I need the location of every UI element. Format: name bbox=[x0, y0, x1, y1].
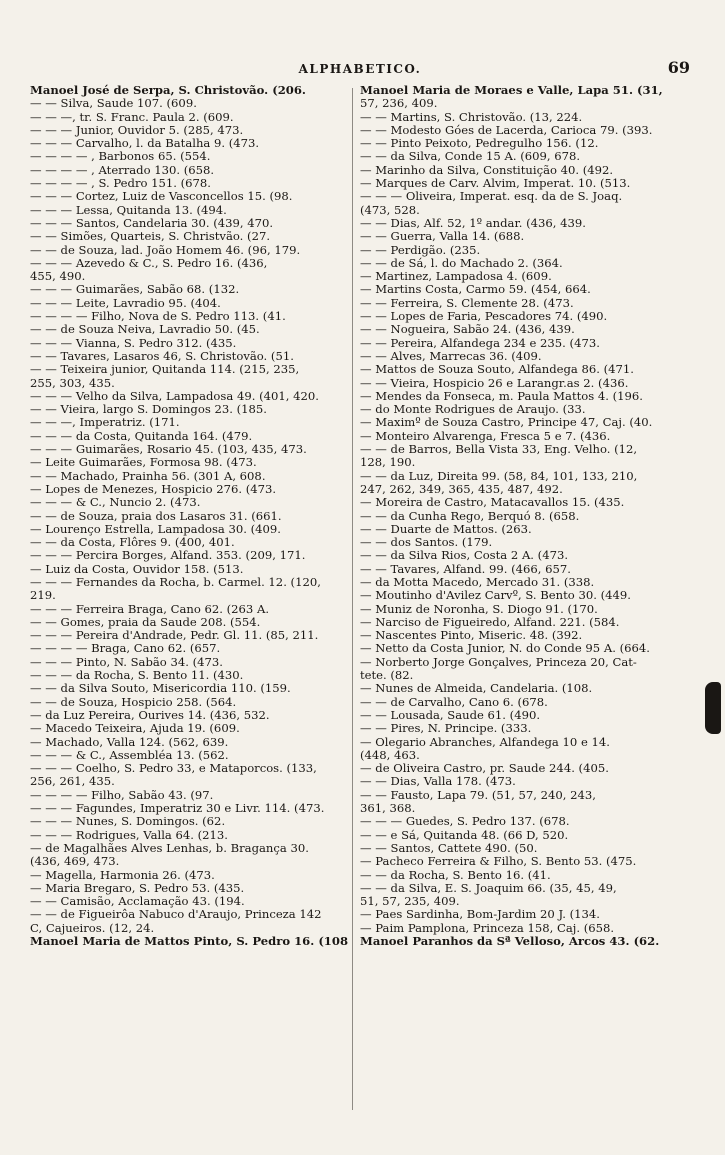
directory-entry: Manoel José de Serpa, S. Christovão. (206. bbox=[30, 84, 306, 97]
directory-entry: 255, 303, 435. bbox=[30, 376, 115, 390]
directory-entry: — — Perdigão. (235. bbox=[360, 243, 481, 257]
directory-entry: — Paim Pamplona, Princeza 158, Caj. (658. bbox=[360, 921, 615, 935]
directory-entry: — — Silva, Saude 107. (609. bbox=[30, 97, 197, 111]
directory-entry: — — — Vianna, S. Pedro 312. (435. bbox=[30, 336, 237, 350]
directory-entry: — — da Cunha Rego, Berquó 8. (658. bbox=[360, 509, 580, 523]
directory-entry: — — e Sá, Quitanda 48. (66 D, 520. bbox=[360, 828, 569, 842]
directory-entry: — — Vieira, Hospicio 26 e Larangr.as 2. (436. bbox=[360, 376, 629, 390]
directory-entry: — — — — , Aterrado 130. (658. bbox=[30, 163, 215, 177]
directory-entry: — — da Silva, E. S. Joaquim 66. (35, 45, 49, bbox=[360, 881, 617, 895]
directory-entry: — Monteiro Alvarenga, Fresca 5 e 7. (436. bbox=[360, 429, 611, 443]
right-column bbox=[360, 84, 695, 948]
directory-entry: — — Tavares, Lasaros 46, S. Christovão. (51. bbox=[30, 349, 294, 363]
directory-entry: — — — Guedes, S. Pedro 137. (678. bbox=[360, 815, 570, 829]
directory-entry: (436, 469, 473. bbox=[30, 855, 120, 869]
directory-entry: — — — Rodrigues, Valla 64. (213. bbox=[30, 828, 228, 842]
directory-entry: — — Ferreira, S. Clemente 28. (473. bbox=[360, 296, 574, 310]
directory-entry: tete. (82. bbox=[360, 669, 414, 683]
directory-entry: — Mattos de Souza Souto, Alfandega 86. (471. bbox=[360, 363, 634, 377]
directory-entry: — — Simões, Quarteis, S. Christvão. (27. bbox=[30, 230, 271, 244]
directory-entry: — — de Souza, Hospicio 258. (564. bbox=[30, 695, 237, 709]
directory-entry: — Leite Guimarães, Formosa 98. (473. bbox=[30, 456, 257, 470]
directory-entry: — Magella, Harmonia 26. (473. bbox=[30, 868, 215, 882]
directory-entry: — de Magalhães Alves Lenhas, b. Bragança 30. bbox=[30, 841, 309, 855]
directory-entry: — — — Percira Borges, Alfand. 353. (209, 171. bbox=[30, 549, 306, 563]
directory-entry: — — de Souza Neiva, Lavradio 50. (45. bbox=[30, 323, 260, 337]
directory-entry: — — — — Braga, Cano 62. (657. bbox=[30, 642, 221, 656]
directory-entry: — do Monte Rodrigues de Araujo. (33. bbox=[360, 403, 586, 417]
directory-entry: 128, 190. bbox=[360, 456, 416, 470]
directory-entry: — — — Leite, Lavradio 95. (404. bbox=[30, 296, 221, 310]
directory-entry: — Machado, Valla 124. (562, 639. bbox=[30, 735, 229, 749]
directory-entry: Manoel Paranhos da Sª Velloso, Arcos 43. (62. bbox=[360, 935, 660, 948]
directory-entry: — — — Nunes, S. Domingos. (62. bbox=[30, 815, 226, 829]
directory-entry: — — Santos, Cattete 490. (50. bbox=[360, 841, 538, 855]
directory-entry: 219. bbox=[30, 589, 56, 603]
directory-entry: — — Camisão, Acclamação 43. (194. bbox=[30, 895, 245, 909]
directory-entry: — — Pires, N. Principe. (333. bbox=[360, 722, 532, 736]
directory-entry: — — — Azevedo & C., S. Pedro 16. (436, bbox=[30, 256, 268, 270]
directory-entry: — — — da Rocha, S. Bento 11. (430. bbox=[30, 669, 244, 683]
directory-entry: — Olegario Abranches, Alfandega 10 e 14. bbox=[360, 735, 610, 749]
directory-entry: — Maximº de Souza Castro, Principe 47, Caj. (40. bbox=[360, 416, 653, 430]
directory-entry: — Nascentes Pinto, Miseric. 48. (392. bbox=[360, 629, 583, 643]
directory-entry: — — Pinto Peixoto, Pedregulho 156. (12. bbox=[360, 137, 599, 151]
directory-entry: — — da Silva, Conde 15 A. (609, 678. bbox=[360, 150, 581, 164]
directory-entry: — Luiz da Costa, Ouvidor 158. (513. bbox=[30, 562, 244, 576]
directory-entry: — — — — , Barbonos 65. (554. bbox=[30, 150, 211, 164]
directory-entry: — — — Pinto, N. Sabão 34. (473. bbox=[30, 655, 223, 669]
directory-entry: — — — Carvalho, l. da Batalha 9. (473. bbox=[30, 137, 260, 151]
directory-entry: — — Gomes, praia da Saude 208. (554. bbox=[30, 615, 261, 629]
directory-entry: — — — Guimarães, Sabão 68. (132. bbox=[30, 283, 240, 297]
page-header bbox=[30, 58, 690, 80]
directory-entry: — — — Lessa, Quitanda 13. (494. bbox=[30, 203, 227, 217]
left-column bbox=[30, 84, 356, 948]
directory-entry: — — Lopes de Faria, Pescadores 74. (490. bbox=[360, 310, 608, 324]
column-divider bbox=[352, 88, 353, 1110]
directory-entry: — Martinez, Lampadosa 4. (609. bbox=[360, 270, 552, 284]
directory-entry: (448, 463. bbox=[360, 748, 420, 762]
directory-entry: — — de Figueirôa Nabuco d'Araujo, Princeza 142 bbox=[30, 908, 322, 922]
directory-entry: — — — Coelho, S. Pedro 33, e Mataporcos. (133, bbox=[30, 762, 317, 776]
directory-entry: — — Fausto, Lapa 79. (51, 57, 240, 243, bbox=[360, 788, 596, 802]
directory-entry: — Netto da Costa Junior, N. do Conde 95 A. (664. bbox=[360, 642, 650, 656]
directory-entry: — — —, tr. S. Franc. Paula 2. (609. bbox=[30, 110, 234, 124]
directory-entry: — — — & C., Nuncio 2. (473. bbox=[30, 496, 201, 510]
directory-entry: — Narciso de Figueiredo, Alfand. 221. (584. bbox=[360, 615, 620, 629]
directory-entry: (473, 528. bbox=[360, 203, 420, 217]
directory-entry: — Moutinho d'Avilez Carvº, S. Bento 30. (449. bbox=[360, 589, 631, 603]
page-number: 69 bbox=[667, 58, 690, 77]
directory-entry: — — — — Filho, Sabão 43. (97. bbox=[30, 788, 214, 802]
directory-entry: — — —, Imperatriz. (171. bbox=[30, 416, 180, 430]
directory-entry: — — da Luz, Direita 99. (58, 84, 101, 133, 210, bbox=[360, 469, 638, 483]
directory-entry: — — Dias, Valla 178. (473. bbox=[360, 775, 516, 789]
directory-entry: — — da Silva Rios, Costa 2 A. (473. bbox=[360, 549, 569, 563]
directory-entry: — Moreira de Castro, Matacavallos 15. (435. bbox=[360, 496, 625, 510]
directory-entry: 256, 261, 435. bbox=[30, 775, 115, 789]
directory-entry: — — Vieira, largo S. Domingos 23. (185. bbox=[30, 403, 267, 417]
directory-entry: — — — Cortez, Luiz de Vasconcellos 15. (98. bbox=[30, 190, 293, 204]
directory-entry: — — — Oliveira, Imperat. esq. da de S. Joaq. bbox=[360, 190, 623, 204]
directory-entry: — — Nogueira, Sabão 24. (436, 439. bbox=[360, 323, 575, 337]
directory-entry: 455, 490. bbox=[30, 270, 86, 284]
directory-entry: — Martins Costa, Carmo 59. (454, 664. bbox=[360, 283, 591, 297]
directory-entry: — Nunes de Almeida, Candelaria. (108. bbox=[360, 682, 593, 696]
directory-entry: — Norberto Jorge Gonçalves, Princeza 20, Cat- bbox=[360, 655, 637, 669]
directory-entry: — — de Barros, Bella Vista 33, Eng. Velho. (12, bbox=[360, 443, 638, 457]
directory-entry: — — da Rocha, S. Bento 16. (41. bbox=[360, 868, 551, 882]
directory-entry: — — — Santos, Candelaria 30. (439, 470. bbox=[30, 216, 274, 230]
directory-entry: — — — da Costa, Quitanda 164. (479. bbox=[30, 429, 253, 443]
directory-entry: — — Machado, Prainha 56. (301 A, 608. bbox=[30, 469, 266, 483]
directory-entry: — Lourenço Estrella, Lampadosa 30. (409. bbox=[30, 522, 281, 536]
directory-entry: 57, 236, 409. bbox=[360, 97, 438, 111]
directory-entry: — — — Ferreira Braga, Cano 62. (263 A. bbox=[30, 602, 270, 616]
directory-entry: — — Tavares, Alfand. 99. (466, 657. bbox=[360, 562, 571, 576]
directory-entry: — Marques de Carv. Alvim, Imperat. 10. (513. bbox=[360, 177, 631, 191]
directory-entry: — — — Junior, Ouvidor 5. (285, 473. bbox=[30, 123, 244, 137]
directory-entry: — — Alves, Marrecas 36. (409. bbox=[360, 349, 542, 363]
directory-entry: — — — — Filho, Nova de S. Pedro 113. (41. bbox=[30, 310, 286, 324]
directory-entry: — — dos Santos. (179. bbox=[360, 536, 493, 550]
directory-entry: — — — Fagundes, Imperatriz 30 e Livr. 114. (473. bbox=[30, 802, 325, 816]
directory-entry: — — Pereira, Alfandega 234 e 235. (473. bbox=[360, 336, 600, 350]
directory-entry: — — — Fernandes da Rocha, b. Carmel. 12. (120, bbox=[30, 575, 321, 589]
directory-entry: — — Martins, S. Christovão. (13, 224. bbox=[360, 110, 583, 124]
directory-entry: — — — Guimarães, Rosario 45. (103, 435, 473. bbox=[30, 443, 307, 457]
directory-entry: — Mendes da Fonseca, m. Paula Mattos 4. (196. bbox=[360, 389, 643, 403]
directory-entry: — — de Souza, lad. João Homem 46. (96, 179. bbox=[30, 243, 301, 257]
directory-entry: — — Modesto Góes de Lacerda, Carioca 79. (393. bbox=[360, 123, 653, 137]
running-head: ALPHABETICO. bbox=[298, 62, 422, 76]
directory-entry: — da Motta Macedo, Mercado 31. (338. bbox=[360, 575, 595, 589]
directory-entry: — — de Carvalho, Cano 6. (678. bbox=[360, 695, 548, 709]
directory-entry: Manoel Maria de Moraes e Valle, Lapa 51. (31, bbox=[360, 84, 663, 97]
directory-entry: — — — — , S. Pedro 151. (678. bbox=[30, 177, 211, 191]
directory-entry: — — de Sá, l. do Machado 2. (364. bbox=[360, 256, 563, 270]
directory-entry: — Muniz de Noronha, S. Diogo 91. (170. bbox=[360, 602, 598, 616]
directory-entry: — — da Costa, Flôres 9. (400, 401. bbox=[30, 536, 235, 550]
directory-entry: — — — Velho da Silva, Lampadosa 49. (401, 420. bbox=[30, 389, 319, 403]
directory-entry: — Macedo Teixeira, Ajuda 19. (609. bbox=[30, 722, 240, 736]
directory-entry: — Pacheco Ferreira & Filho, S. Bento 53. (475. bbox=[360, 855, 637, 869]
directory-entry: — Marinho da Silva, Constituição 40. (492. bbox=[360, 163, 614, 177]
directory-entry: — — de Souza, praia dos Lasaros 31. (661. bbox=[30, 509, 282, 523]
directory-entry: — — Dias, Alf. 52, 1º andar. (436, 439. bbox=[360, 216, 586, 230]
directory-entry: — — da Silva Souto, Misericordia 110. (159. bbox=[30, 682, 291, 696]
directory-entry: — Lopes de Menezes, Hospicio 276. (473. bbox=[30, 482, 277, 496]
directory-entry: — — Lousada, Saude 61. (490. bbox=[360, 708, 541, 722]
directory-entry: — — — & C., Assembléa 13. (562. bbox=[30, 748, 229, 762]
directory-entry: C, Cajueiros. (12, 24. bbox=[30, 921, 155, 935]
directory-entry: 247, 262, 349, 365, 435, 487, 492. bbox=[360, 482, 563, 496]
directory-entry: 361, 368. bbox=[360, 802, 416, 816]
directory-entry: — — — Pereira d'Andrade, Pedr. Gl. 11. (85, 211. bbox=[30, 629, 319, 643]
directory-entry: — — Teixeira junior, Quitanda 114. (215, 235, bbox=[30, 363, 300, 377]
directory-entry: — de Oliveira Castro, pr. Saude 244. (405. bbox=[360, 762, 609, 776]
directory-entry: — — Guerra, Valla 14. (688. bbox=[360, 230, 525, 244]
directory-entry: 51, 57, 235, 409. bbox=[360, 895, 460, 909]
ink-blot-mark bbox=[705, 682, 721, 734]
directory-entry: Manoel Maria de Mattos Pinto, S. Pedro 16. (108 bbox=[30, 935, 349, 948]
directory-entry: — da Luz Pereira, Ourives 14. (436, 532. bbox=[30, 708, 270, 722]
directory-entry: — Paes Sardinha, Bom-Jardim 20 J. (134. bbox=[360, 908, 600, 922]
directory-entry: — Maria Bregaro, S. Pedro 53. (435. bbox=[30, 881, 245, 895]
directory-entry: — — Duarte de Mattos. (263. bbox=[360, 522, 532, 536]
